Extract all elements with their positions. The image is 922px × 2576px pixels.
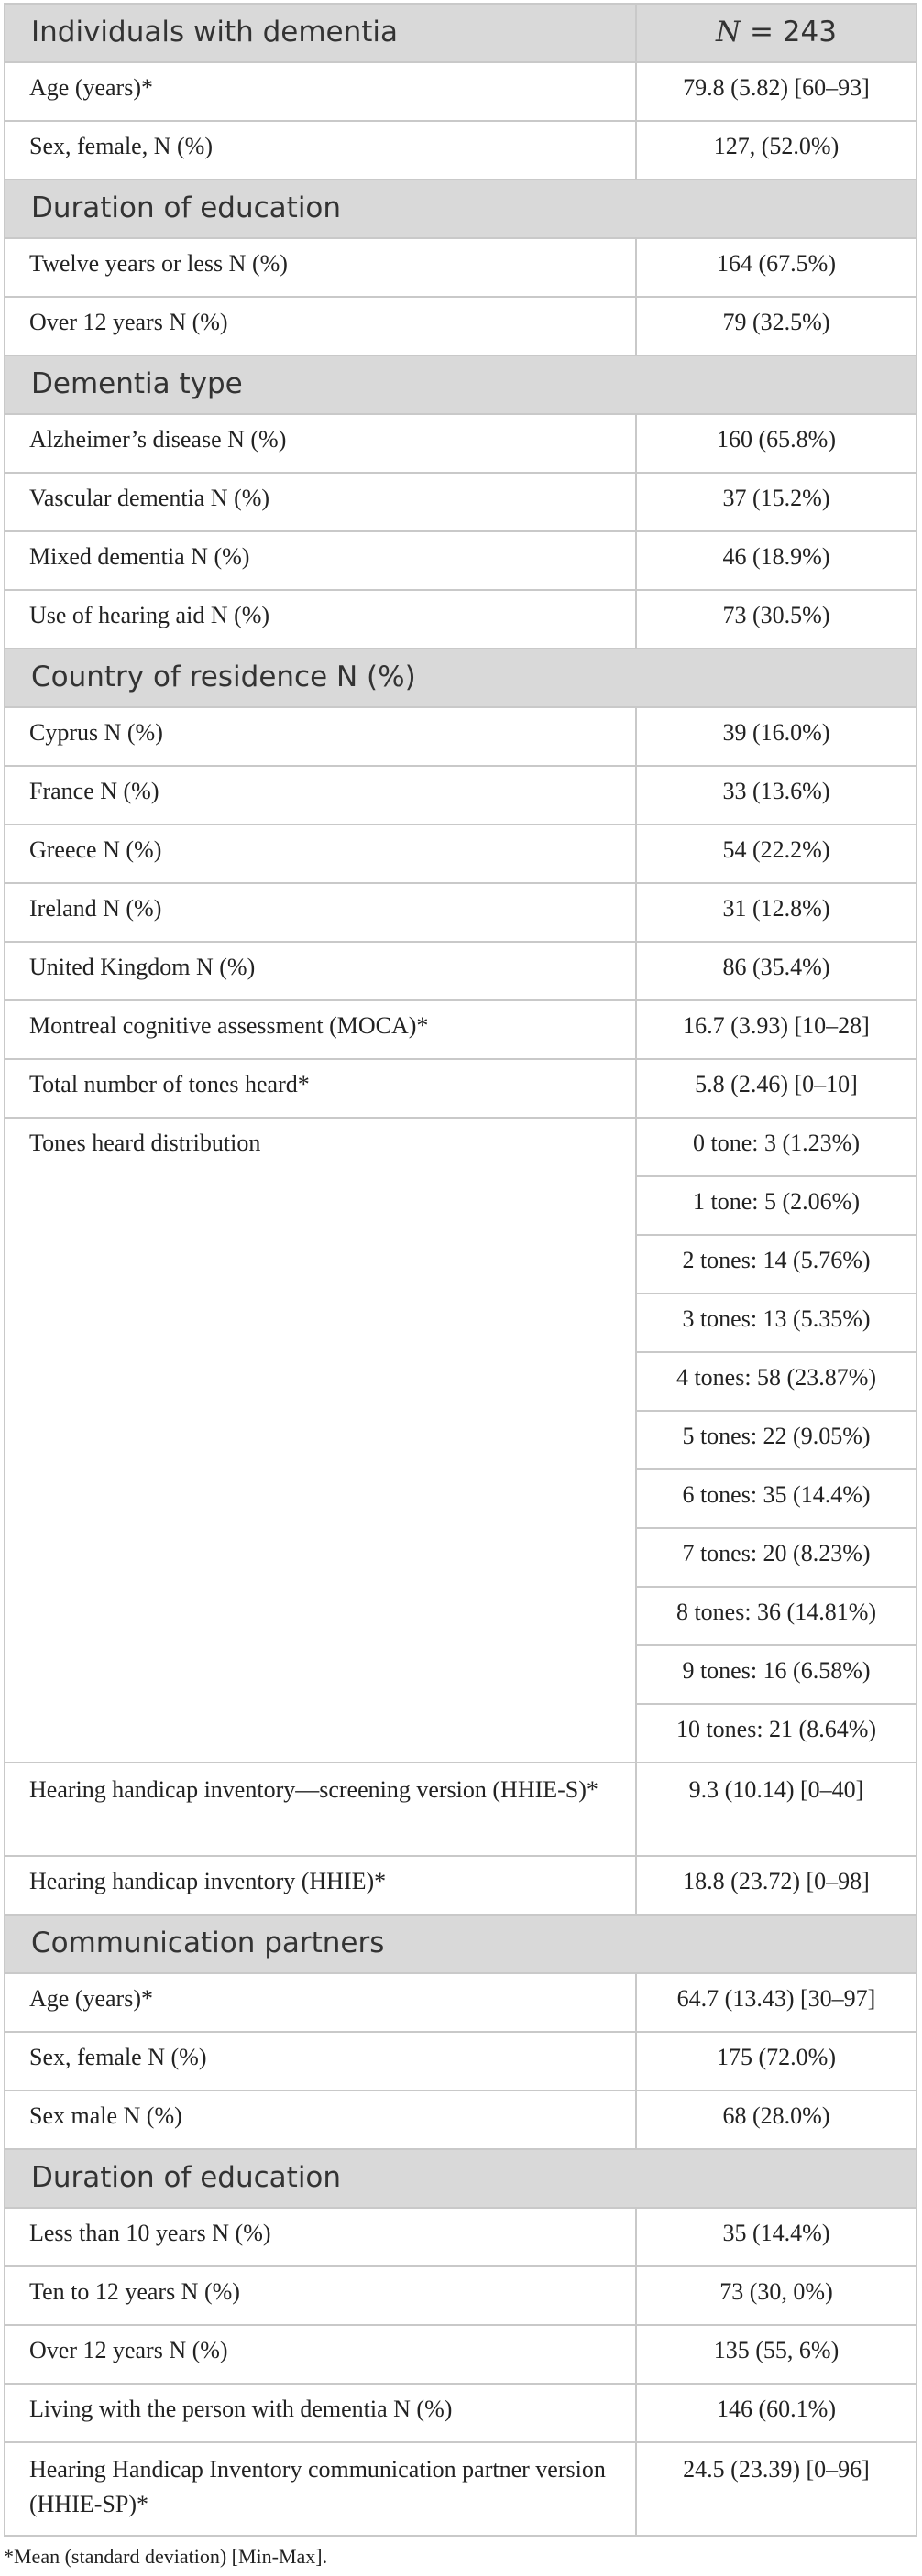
tones-row [5, 1118, 917, 1176]
section-title: Duration of education [5, 180, 917, 238]
table-row [5, 2442, 917, 2536]
section-title: Communication partners [5, 1915, 917, 1973]
row-value: 135 (55, 6%) [636, 2325, 917, 2384]
row-value: 79.8 (5.82) [60–93] [636, 62, 917, 121]
row-label: Hearing Handicap Inventory communication partner version (HHIE-SP)* [5, 2442, 636, 2536]
table-row [5, 707, 917, 766]
table-row [5, 238, 917, 297]
sample-size-header [636, 4, 917, 62]
row-value: 5.8 (2.46) [0–10] [636, 1059, 917, 1118]
section-title: Dementia type [5, 355, 917, 414]
row-value: 31 (12.8%) [636, 883, 917, 942]
section-header-education-2 [5, 2149, 917, 2208]
row-label: Montreal cognitive assessment (MOCA)* [5, 1000, 636, 1059]
row-value: 160 (65.8%) [636, 414, 917, 473]
n-value: = 243 [741, 16, 837, 49]
row-value: 46 (18.9%) [636, 531, 917, 590]
table-row [5, 1000, 917, 1059]
demographics-table-container [4, 3, 916, 2537]
table-header-row [5, 4, 917, 62]
table-row [5, 121, 917, 180]
tones-distribution-label: Tones heard distribution [5, 1118, 636, 1763]
row-value: 54 (22.2%) [636, 824, 917, 883]
row-label: Age (years)* [5, 62, 636, 121]
row-label: Ten to 12 years N (%) [5, 2266, 636, 2325]
demographics-table [4, 3, 917, 2537]
table-row [5, 942, 917, 1000]
row-label: Age (years)* [5, 1973, 636, 2032]
row-label: Greece N (%) [5, 824, 636, 883]
row-value: 33 (13.6%) [636, 766, 917, 824]
table-row [5, 1973, 917, 2032]
section-title: Duration of education [5, 2149, 917, 2208]
tone-value: 0 tone: 3 (1.23%) [636, 1118, 917, 1176]
row-value: 146 (60.1%) [636, 2384, 917, 2442]
tone-value: 3 tones: 13 (5.35%) [636, 1293, 917, 1352]
tone-value: 6 tones: 35 (14.4%) [636, 1469, 917, 1528]
row-label: Sex male N (%) [5, 2090, 636, 2149]
table-row [5, 2384, 917, 2442]
tone-value: 5 tones: 22 (9.05%) [636, 1411, 917, 1469]
table-title: Individuals with dementia [5, 4, 636, 62]
n-symbol: N [716, 16, 741, 49]
row-value: 35 (14.4%) [636, 2208, 917, 2266]
table-row [5, 414, 917, 473]
table-row [5, 297, 917, 355]
row-label: Hearing handicap inventory (HHIE)* [5, 1856, 636, 1915]
table-row [5, 824, 917, 883]
row-value: 16.7 (3.93) [10–28] [636, 1000, 917, 1059]
table-row [5, 2032, 917, 2090]
row-value: 86 (35.4%) [636, 942, 917, 1000]
section-header-dementia-type [5, 355, 917, 414]
row-label: Hearing handicap inventory—screening version (HHIE-S)* [5, 1763, 636, 1856]
table-row [5, 473, 917, 531]
row-value: 24.5 (23.39) [0–96] [636, 2442, 917, 2536]
tone-value: 1 tone: 5 (2.06%) [636, 1176, 917, 1235]
row-value: 39 (16.0%) [636, 707, 917, 766]
row-label: Sex, female, N (%) [5, 121, 636, 180]
row-label: Use of hearing aid N (%) [5, 590, 636, 649]
section-header-partners [5, 1915, 917, 1973]
row-label: Over 12 years N (%) [5, 2325, 636, 2384]
table-row [5, 2208, 917, 2266]
table-row [5, 2325, 917, 2384]
row-label: Alzheimer’s disease N (%) [5, 414, 636, 473]
row-value: 73 (30.5%) [636, 590, 917, 649]
table-row [5, 1763, 917, 1856]
table-row [5, 531, 917, 590]
row-label: Less than 10 years N (%) [5, 2208, 636, 2266]
row-value: 9.3 (10.14) [0–40] [636, 1763, 917, 1856]
section-header-country [5, 649, 917, 707]
table-row [5, 1059, 917, 1118]
tone-value: 7 tones: 20 (8.23%) [636, 1528, 917, 1587]
tone-value: 8 tones: 36 (14.81%) [636, 1587, 917, 1645]
tone-value: 4 tones: 58 (23.87%) [636, 1352, 917, 1411]
row-value: 68 (28.0%) [636, 2090, 917, 2149]
table-row [5, 1856, 917, 1915]
row-label: Over 12 years N (%) [5, 297, 636, 355]
row-label: United Kingdom N (%) [5, 942, 636, 1000]
tone-value: 10 tones: 21 (8.64%) [636, 1704, 917, 1763]
row-value: 164 (67.5%) [636, 238, 917, 297]
row-label: Total number of tones heard* [5, 1059, 636, 1118]
row-label: France N (%) [5, 766, 636, 824]
table-row [5, 2266, 917, 2325]
row-value: 18.8 (23.72) [0–98] [636, 1856, 917, 1915]
tone-value: 9 tones: 16 (6.58%) [636, 1645, 917, 1704]
table-row [5, 2090, 917, 2149]
row-label: Twelve years or less N (%) [5, 238, 636, 297]
row-value: 175 (72.0%) [636, 2032, 917, 2090]
row-label: Living with the person with dementia N (%) [5, 2384, 636, 2442]
table-footnote: *Mean (standard deviation) [Min-Max]. [4, 2545, 328, 2568]
table-row [5, 590, 917, 649]
section-header-education [5, 180, 917, 238]
row-label: Mixed dementia N (%) [5, 531, 636, 590]
row-label: Ireland N (%) [5, 883, 636, 942]
row-value: 73 (30, 0%) [636, 2266, 917, 2325]
row-value: 64.7 (13.43) [30–97] [636, 1973, 917, 2032]
row-value: 127, (52.0%) [636, 121, 917, 180]
table-row [5, 883, 917, 942]
table-row [5, 766, 917, 824]
table-row [5, 62, 917, 121]
row-value: 79 (32.5%) [636, 297, 917, 355]
section-title: Country of residence N (%) [5, 649, 917, 707]
tone-value: 2 tones: 14 (5.76%) [636, 1235, 917, 1293]
row-label: Sex, female N (%) [5, 2032, 636, 2090]
row-value: 37 (15.2%) [636, 473, 917, 531]
row-label: Vascular dementia N (%) [5, 473, 636, 531]
row-label: Cyprus N (%) [5, 707, 636, 766]
